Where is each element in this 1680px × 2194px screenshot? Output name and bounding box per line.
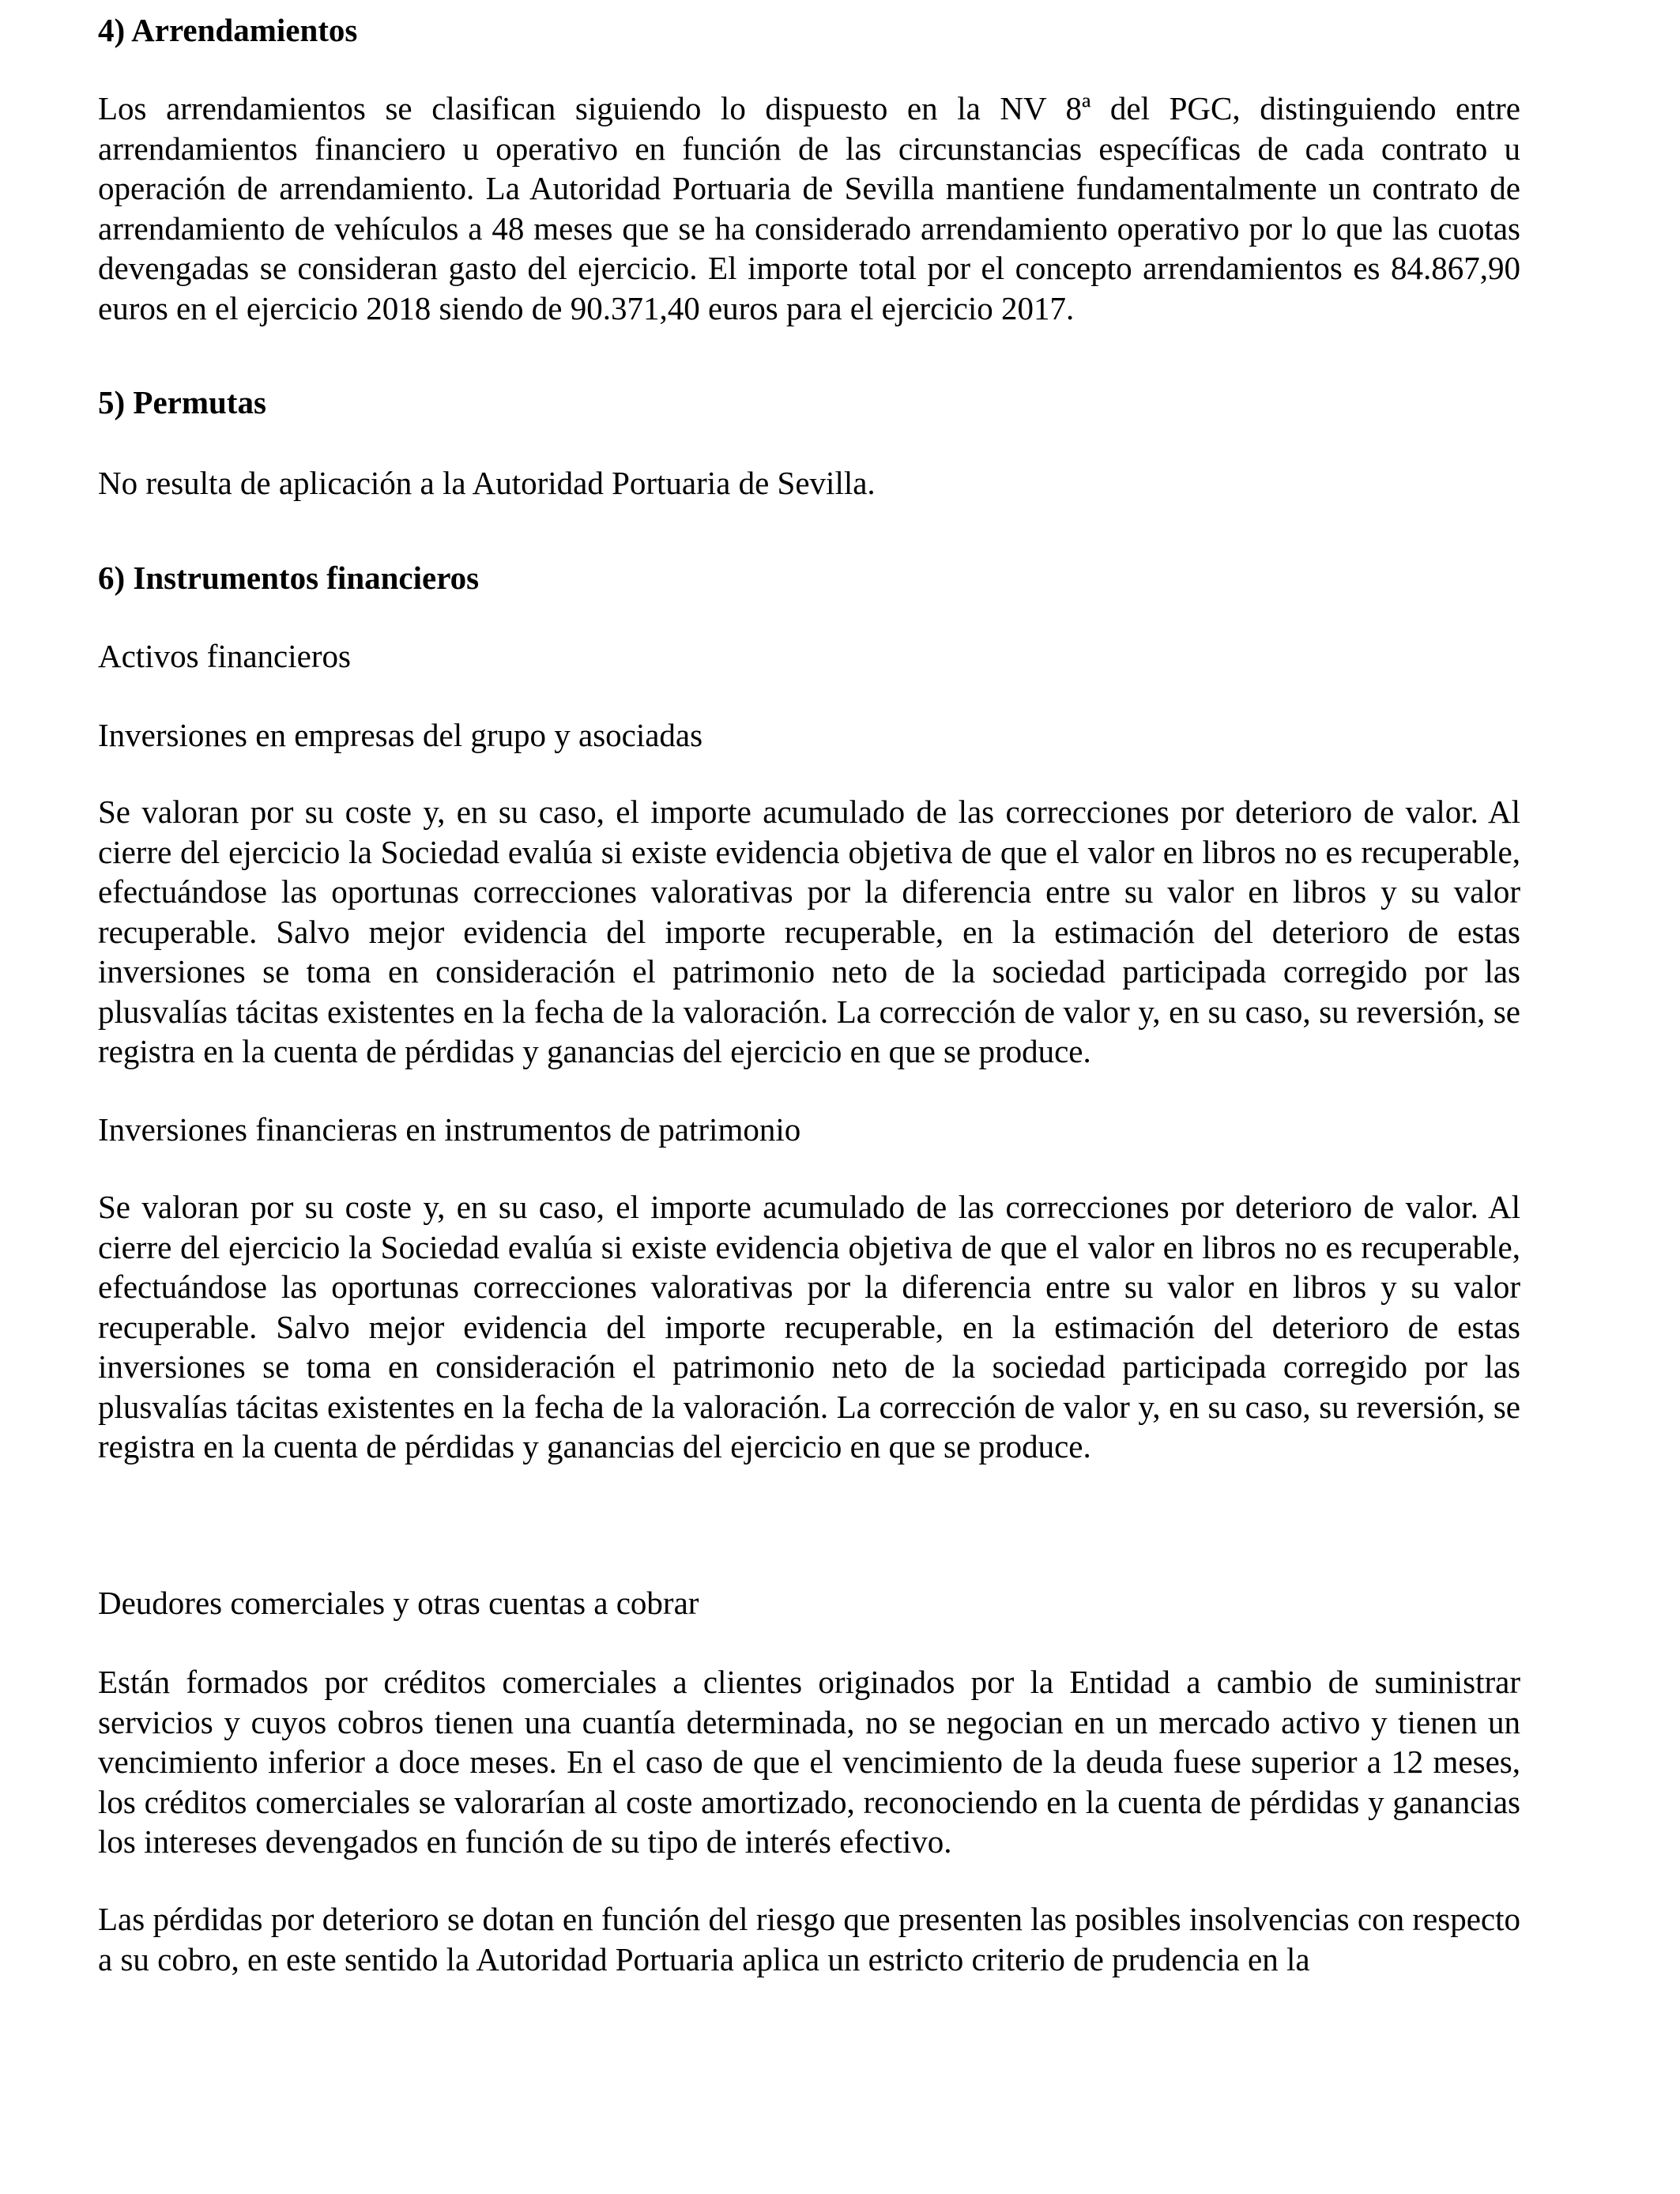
paragraph-arrendamientos: Los arrendamientos se clasifican siguiendo lo dispuesto en la NV 8ª del PGC, distinguiendo entre arrendamientos financiero u operativo en función de las circunstancias específicas de cada contrato u operación de arrendamiento. La Autoridad Portuaria de Sevilla mantiene fundamentalmente un contrato de arrendamiento de vehículos a 48 meses que se ha considerado arrendamiento operativo por lo que las cuotas devengadas se consideran gasto del ejercicio. El importe total por el concepto arrendamientos es 84.867,90 euros en el ejercicio 2018 siendo de 90.371,40 euros para el ejercicio 2017. — [98, 90, 1520, 326]
paragraph-deudores-comerciales: Están formados por créditos comerciales a clientes originados por la Entidad a cambio de suministrar servicios y cuyos cobros tienen una cuantía determinada, no se negocian en un mercado activo y tienen un vencimiento inferior a doce meses. En el caso de que el vencimiento de la deuda fuese superior a 12 meses, los créditos comerciales se valorarían al coste amortizado, reconociendo en la cuenta de pérdidas y ganancias los intereses devengados en función de su tipo de interés efectivo. — [98, 1664, 1520, 1860]
paragraph-permutas: No resulta de aplicación a la Autoridad Portuaria de Sevilla. — [98, 465, 876, 501]
subheading-deudores-comerciales: Deudores comerciales y otras cuentas a cobrar — [98, 1585, 699, 1621]
subheading-inversiones-grupo: Inversiones en empresas del grupo y asociadas — [98, 717, 703, 753]
subheading-activos-financieros: Activos financieros — [98, 638, 351, 674]
section-title-instrumentos: 6) Instrumentos financieros — [98, 560, 480, 596]
paragraph-inversiones-patrimonio: Se valoran por su coste y, en su caso, el importe acumulado de las correcciones por deterioro de valor. Al cierre del ejercicio la Sociedad evalúa si existe evidencia objetiva de que el valor en libros no es recuperable, efectuándose las oportunas correcciones valorativas por la diferencia entre su valor en libros y su valor recuperable. Salvo mejor evidencia del importe recuperable, en la estimación del deterioro de estas inversiones se toma en consideración el patrimonio neto de la sociedad participada corregido por las plusvalías tácitas existentes en la fecha de la valoración. La corrección de valor y, en su caso, su reversión, se registra en la cuenta de pérdidas y ganancias del ejercicio en que se produce. — [98, 1189, 1520, 1465]
section-title-permutas: 5) Permutas — [98, 384, 266, 420]
paragraph-perdidas-deterioro: Las pérdidas por deterioro se dotan en función del riesgo que presenten las posibles insolvencias con respecto a su cobro, en este sentido la Autoridad Portuaria aplica un estricto criterio de prudencia en la — [98, 1901, 1520, 1977]
section-title-arrendamientos: 4) Arrendamientos — [98, 12, 358, 48]
paragraph-inversiones-grupo: Se valoran por su coste y, en su caso, el importe acumulado de las correcciones por deterioro de valor. Al cierre del ejercicio la Sociedad evalúa si existe evidencia objetiva de que el valor en libros no es recuperable, efectuándose las oportunas correcciones valorativas por la diferencia entre su valor en libros y su valor recuperable. Salvo mejor evidencia del importe recuperable, en la estimación del deterioro de estas inversiones se toma en consideración el patrimonio neto de la sociedad participada corregido por las plusvalías tácitas existentes en la fecha de la valoración. La corrección de valor y, en su caso, su reversión, se registra en la cuenta de pérdidas y ganancias del ejercicio en que se produce. — [98, 794, 1520, 1069]
subheading-inversiones-patrimonio: Inversiones financieras en instrumentos de patrimonio — [98, 1111, 801, 1148]
